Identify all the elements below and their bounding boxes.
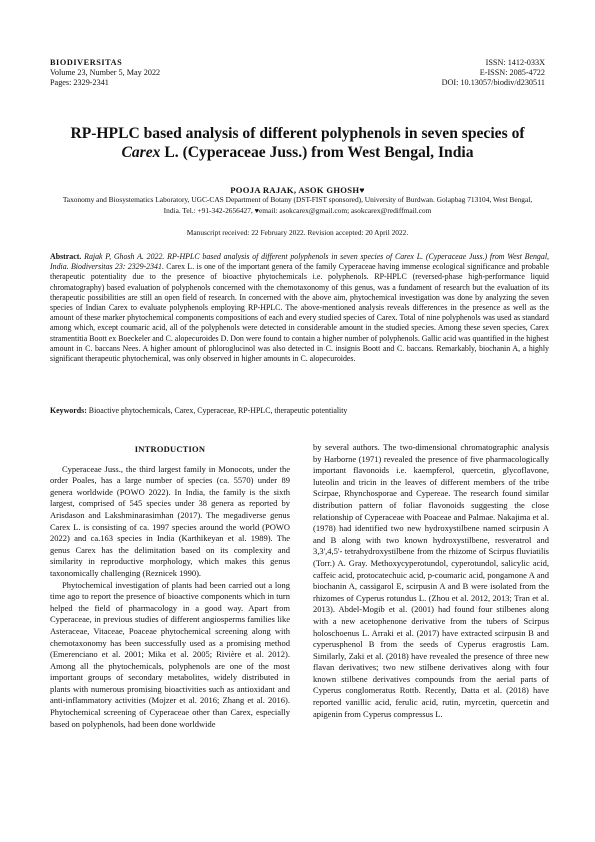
section-heading-introduction: INTRODUCTION: [134, 444, 206, 454]
journal-volume: Volume 23, Number 5, May 2022: [50, 68, 161, 77]
intro-paragraph-1: Cyperaceae Juss., the third largest family in Monocots, under the order Poales, has a large number of species (ca. 5570) under 89 genera worldwide (POWO 2022). In India, the family is the sixth largest, comprised of 545 species under 38 genera as reported by Arisdason and Lakshminarasimhan (2017). The megadiverse genus Carex L. is consisting of ca. 1997 species around the world (POWO 2022) and ca.163 species in India (Karthikeyan et al. 1989). The genus Carex has the delimitation based on its complexity and similarity in reproductive morphology, which makes this genus taxonomically challenging (Reznicek 1990).: [50, 463, 290, 578]
authors: POOJA RAJAK, ASOK GHOSH♥: [230, 185, 365, 195]
left-column: [50, 444, 290, 730]
paper-title: [40, 124, 555, 162]
affiliation: Taxonomy and Biosystematics Laboratory, UGC-CAS Department of Botany (DST-FIST sponsored), University of Burdwan. Golapbag 713104, West Bengal, India. Tel.: +91-342-2656427, ♥email: asokcarex@gmail.com; asokcarex@rediffmail.com: [62, 195, 533, 215]
intro-paragraph-2: Phytochemical investigation of plants had been carried out a long time ago to report the presence of bioactive components which in turn helped the field of pharmacology in a good way. Apart from Cyperaceae, in previous studies of different angiosperms families like Asteraceae, Vitaceae, Poaceae phytochemical screening along with chemotaxonomy has been successfully used as a promising method (Emerenciano et al. 2001; Mika et al. 2005; Rivière et al. 2012). Among all the phytochemicals, polyphenols are one of the most important groups of secondary metabolites, widely distributed in plants with numerous promising bioactivities such as antioxidant and anti-inflammatory activities (Mojzer et al. 2016; Zhang et al. 2016). Phytochemical screening of Cyperaceae other than Carex, especially based on polyphenols, had been done worldwide: [50, 579, 290, 729]
title-line-2-rest: L. (Cyperaceae Juss.) from West Bengal, India: [160, 144, 474, 161]
doi: DOI: 10.13057/biodiv/d230511: [441, 78, 545, 87]
eissn: E-ISSN: 2085-4722: [479, 68, 545, 77]
journal-header-left: [50, 58, 160, 88]
keywords-label: Keywords:: [50, 406, 87, 415]
journal-header-right: [442, 58, 545, 88]
journal-name: BIODIVERSITAS: [50, 58, 123, 67]
title-line-2: [40, 143, 555, 162]
title-line-1: RP-HPLC based analysis of different polyphenols in seven species of: [70, 125, 525, 142]
right-column: [313, 442, 549, 720]
title-genus: Carex: [121, 144, 161, 161]
manuscript-dates: Manuscript received: 22 February 2022. Revision accepted: 20 April 2022.: [186, 228, 409, 237]
abstract-label: Abstract.: [50, 252, 82, 261]
keywords-text: Bioactive phytochemicals, Carex, Cyperaceae, RP-HPLC, therapeutic potentiality: [86, 406, 348, 415]
intro-paragraph-3: by several authors. The two-dimensional chromatographic analysis by Harborne (1971) revealed the presence of five pharmacologically important flavonoids i.e. kaempferol, quercetin, glycoflavone, luteolin and tricin in the leaves of different members of the tribe Scirpae, Rhynchosporae and Cypereae. The research found similar distribution pattern of foliar flavonoids suggesting the close relationship of Cyperaceae with Poaceae and Palmae. Nakajima et al. (1978) had identified two new hydroxystilbene named scirpusin A and B along with two known hydroxystilbene, resveratrol and 3,3',4,5'- tetrahydroxystilbene from the rhizome of Scirpus fluviatilis (Torr.) A. Gray. Methoxycyperotundol, cyperotundol, salicylic acid, caffeic acid, protocatechuic acid, p-coumaric acid, pongamone A and biochanin A, cassigarol E, scirpusin A and B were isolated from the rhizomes of Cyperus rotundus L. (Zhou et al. 2012, 2013; Tran et al. 2013). Abdel-Mogib et al. (2001) had found four stilbenes along with a new acetophenone derivative from the tubers of Scirpus holoschoenus L. Arraki et al. (2017) have extracted scirpusin B and cyperusphenol B from the seeds of Cyperus eragrostis Lam. Similarly, Zaki et al. (2018) have revealed the presence of three new flavan derivatives; two new stilbene derivatives along with four known stilbene derivatives compounds from the aerial parts of Cyperus conglomeratus Rottb. Recently, Datta et al. (2018) have reported vanillic acid, ferulic acid, rutin, myrcetin, quercetin and apigenin from Cyperus compressus L.: [313, 442, 549, 719]
abstract-body: Carex L. is one of the important genera of the family Cyperaceae having immense ecological significance and probable therapeutic potentiality due to the presence of bioactive phytochemicals i.e. polyphenols. RP-HPLC (reversed-phase high-performance liquid chromatography) based evaluation of polyphenols concerned with the chemotaxonomy of this genus, was a fundament of research but the evaluation of its therapeutic possibilities are still an open field of research. In concerned with the above aim, phytochemical investigation was done by analyzing the seven species of Indian Carex to evaluate polyphenols employing RP-HPLC. The above-mentioned analysis reveals differences in the presence as well as the amount of these marker phytochemical components compositions of each and every studied species of Carex. Total of nine polyphenols was used as standard among which, except coumaric acid, all of the polyphenols were detected in considerable amount in the studied species. Among these seven species, Carex stramentitia Boott ex Boeckeler and C. alopecuroides D. Don were found to contain a higher number of polyphenols. Gallic acid was quantified in the highest amount in C. baccans Nees. A higher amount of phloroglucinol was also detected in C. insignis Boott and C. baccans. Remarkably, biochanin A, a highly significant therapeutic phytochemical, was only observed in higher amounts in C. alopecuroides.: [50, 262, 549, 364]
abstract: [50, 252, 549, 364]
keywords: [50, 406, 549, 416]
issn: ISSN: 1412-033X: [485, 58, 545, 67]
journal-pages: Pages: 2329-2341: [50, 78, 109, 87]
abstract-citation: Rajak P, Ghosh A. 2022. RP-HPLC based analysis of different polyphenols in seven species of Carex L. (Cyperaceae Juss.) from West Bengal, India. Biodiversitas 23: 2329-2341.: [50, 252, 549, 272]
